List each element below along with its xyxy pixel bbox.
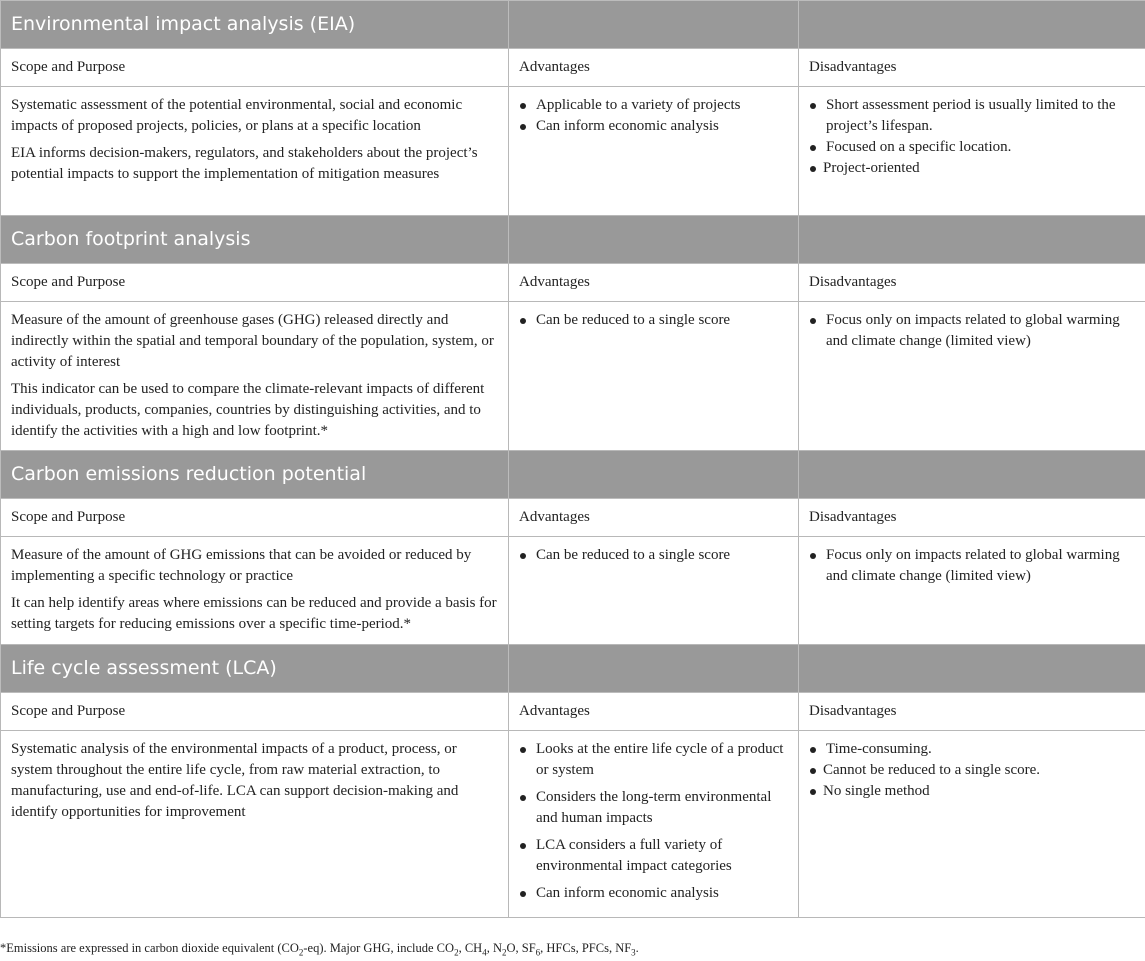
list-item: Focus only on impacts related to global warming and climate change (limited view) (809, 545, 1135, 587)
advantages-cell (509, 302, 799, 451)
column-header-scope: Scope and Purpose (1, 49, 509, 87)
column-header-advantages: Advantages (509, 693, 799, 731)
scope-paragraph: This indicator can be used to compare the climate-relevant impacts of different individuals, products, companies, countries by distinguishing activities, and to identify the activities with a high and low footprint.* (11, 381, 485, 439)
section-title: Environmental impact analysis (EIA) (1, 1, 509, 49)
table-row (1, 87, 1145, 216)
table-row (1, 537, 1145, 645)
column-header-disadvantages: Disadvantages (799, 693, 1145, 731)
column-header-row (1, 49, 1145, 87)
section-header-carbon-footprint (1, 216, 1145, 264)
scope-paragraph: Systematic analysis of the environmental impacts of a product, process, or system throughout the entire life cycle, from raw material extraction, to manufacturing, use and end-of-life. LCA can support decision-making and identify opportunities for improvement (11, 741, 459, 820)
column-header-row (1, 499, 1145, 537)
scope-cell (1, 537, 509, 645)
advantages-cell (509, 731, 799, 918)
list-item: Focus only on impacts related to global warming and climate change (limited view) (809, 310, 1135, 352)
section-header-eia (1, 1, 1145, 49)
disadvantages-cell (799, 537, 1145, 645)
table-row (1, 302, 1145, 451)
scope-paragraph: EIA informs decision-makers, regulators, and stakeholders about the project’s potential impacts to support the implementation of mitigation measures (11, 145, 478, 182)
scope-cell (1, 731, 509, 918)
list-item: Time-consuming. (809, 739, 1135, 760)
column-header-advantages: Advantages (509, 49, 799, 87)
disadvantages-cell (799, 731, 1145, 918)
disadvantages-cell (799, 87, 1145, 216)
list-item: Can inform economic analysis (519, 116, 788, 137)
list-item: Can be reduced to a single score (519, 310, 788, 331)
scope-cell (1, 87, 509, 216)
list-item: Applicable to a variety of projects (519, 95, 788, 116)
column-header-scope: Scope and Purpose (1, 499, 509, 537)
section-title: Carbon footprint analysis (1, 216, 509, 264)
list-item: Considers the long-term environmental and human impacts (519, 787, 788, 829)
scope-paragraph: Measure of the amount of greenhouse gases (GHG) released directly and indirectly within the spatial and temporal boundary of the population, system, or activity of interest (11, 312, 494, 370)
table-row (1, 731, 1145, 918)
scope-paragraph: It can help identify areas where emissions can be reduced and provide a basis for setting targets for reducing emissions over a specific time-period.* (11, 595, 497, 632)
section-title: Carbon emissions reduction potential (1, 451, 509, 499)
list-item: LCA considers a full variety of environmental impact categories (519, 835, 788, 877)
column-header-row (1, 264, 1145, 302)
column-header-disadvantages: Disadvantages (799, 49, 1145, 87)
list-item: Short assessment period is usually limited to the project’s lifespan. (809, 95, 1135, 137)
list-item: Looks at the entire life cycle of a product or system (519, 739, 788, 781)
column-header-scope: Scope and Purpose (1, 264, 509, 302)
list-item: Project-oriented (809, 158, 1135, 179)
column-header-advantages: Advantages (509, 499, 799, 537)
disadvantages-cell (799, 302, 1145, 451)
section-title: Life cycle assessment (LCA) (1, 645, 509, 693)
list-item: Can inform economic analysis (519, 883, 788, 904)
scope-paragraph: Systematic assessment of the potential environmental, social and economic impacts of proposed projects, policies, or plans at a specific location (11, 97, 463, 134)
section-header-emissions-reduction (1, 451, 1145, 499)
column-header-disadvantages: Disadvantages (799, 264, 1145, 302)
column-header-advantages: Advantages (509, 264, 799, 302)
column-header-scope: Scope and Purpose (1, 693, 509, 731)
list-item: No single method (809, 781, 1135, 802)
footnote: *Emissions are expressed in carbon dioxide equivalent $(CO_2-eq)$. Major GHG, include $CO_2$, $CH_4$, $N_2O$, $SF_6$, HFCs, PFCs, $NF_3$. (0, 941, 639, 958)
advantages-cell (509, 537, 799, 645)
list-item: Can be reduced to a single score (519, 545, 788, 566)
scope-paragraph: Measure of the amount of GHG emissions that can be avoided or reduced by implementing a specific technology or practice (11, 547, 472, 584)
scope-cell (1, 302, 509, 451)
advantages-cell (509, 87, 799, 216)
list-item: Cannot be reduced to a single score. (809, 760, 1135, 781)
column-header-row (1, 693, 1145, 731)
section-header-lca (1, 645, 1145, 693)
column-header-disadvantages: Disadvantages (799, 499, 1145, 537)
list-item: Focused on a specific location. (809, 137, 1135, 158)
